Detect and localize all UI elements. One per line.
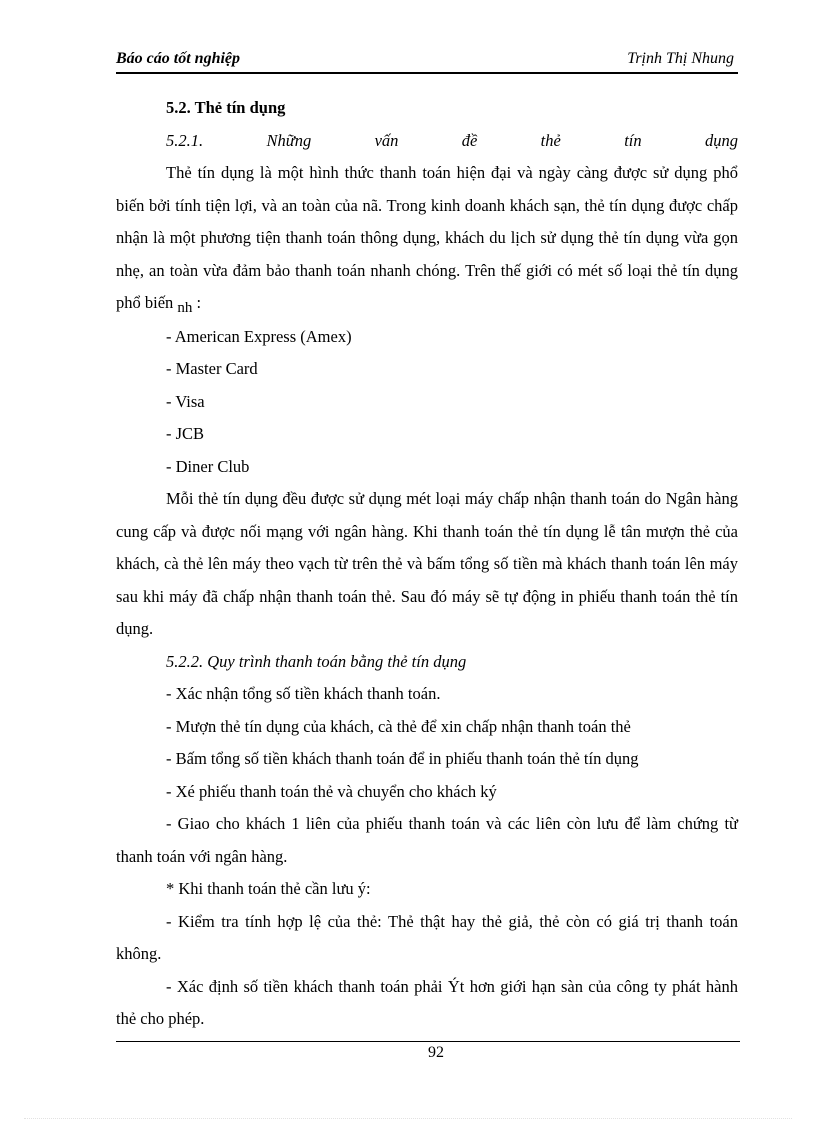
paragraph-intro-sub: nh — [177, 300, 193, 316]
list-item: - Bấm tổng số tiền khách thanh toán để in phiếu thanh toán thẻ tín dụng — [166, 749, 639, 768]
page-edge-divider — [24, 1118, 792, 1119]
paragraph-intro-text: Thẻ tín dụng là một hình thức thanh toán hiện đại và ngày càng được sử dụng phổ biến bởi tính tiện lợi, và an toàn của nã. Trong kinh doanh khách sạn, thẻ tín dụng được chấp nhận là một phương tiện thanh toán thông dụng, khách du lịch sử dụng thẻ tín dụng vừa gọn nhẹ, an toàn vừa đảm bảo thanh toán nhanh chóng. Trên thế giới có mét số loại thẻ tín dụng phổ biến — [116, 163, 738, 312]
list-item: - Master Card — [166, 359, 258, 378]
list-item: - Visa — [166, 391, 205, 411]
subsection-1-word: thẻ — [540, 130, 561, 150]
list-item: - Mượn thẻ tín dụng của khách, cà thẻ để xin chấp nhận thanh toán thẻ — [166, 716, 631, 736]
list-item: - Diner Club — [166, 456, 250, 476]
note-item: - Xác định số tiền khách thanh toán phải Ýt hơn giới hạn sàn của công ty phát hành thẻ cho phép. — [116, 976, 738, 1028]
subsection-1-word: tín — [624, 130, 642, 150]
list-item: - Xé phiếu thanh toán thẻ và chuyển cho khách ký — [166, 781, 497, 801]
subsection-2-title: 5.2.2. Quy trình thanh toán bằng thẻ tín dụng — [166, 651, 467, 671]
paragraph-machines: Mỗi thẻ tín dụng đều được sử dụng mét loại máy chấp nhận thanh toán do Ngân hàng cung cấp và được nối mạng với ngân hàng. Khi thanh toán thẻ tín dụng lễ tân mượn thẻ của khách, cà thẻ lên máy theo vạch từ trên thẻ và bấm tổng số tiền mà khách thanh toán lên máy sau khi máy đã chấp nhận thanh toán thẻ. Sau đó máy sẽ tự động in phiếu thanh toán thẻ tín dụng. — [116, 489, 738, 638]
subsection-1-title — [116, 125, 738, 158]
section-title: 5.2. Thẻ tín dụng — [166, 98, 286, 117]
list-item: - JCB — [166, 424, 205, 443]
subsection-1-word: vấn — [374, 130, 399, 150]
subsection-1-word: đề — [461, 130, 478, 150]
subsection-1-word: Những — [266, 130, 312, 150]
paragraph-intro — [116, 157, 738, 321]
header-author: Trịnh Thị Nhung — [627, 50, 734, 67]
header-title: Báo cáo tốt nghiệp — [116, 50, 241, 67]
subsection-1-word: dụng — [704, 130, 738, 150]
list-item-long: - Giao cho khách 1 liên của phiếu thanh toán và các liên còn lưu để làm chứng từ thanh toán với ngân hàng. — [116, 814, 738, 866]
subsection-1-word: 5.2.1. — [166, 130, 204, 150]
document-body — [116, 92, 738, 1036]
note-item: - Kiểm tra tính hợp lệ của thẻ: Thẻ thật hay thẻ giả, thẻ còn có giá trị thanh toán không. — [116, 911, 738, 963]
page-number: 92 — [428, 1044, 444, 1061]
note-heading: * Khi thanh toán thẻ cần lưu ý: — [166, 879, 371, 898]
footer-divider — [116, 1041, 740, 1042]
list-item: - American Express (Amex) — [166, 326, 352, 346]
paragraph-intro-end: : — [192, 293, 202, 312]
page-header — [116, 50, 738, 74]
list-item: - Xác nhận tổng số tiền khách thanh toán. — [166, 684, 441, 703]
